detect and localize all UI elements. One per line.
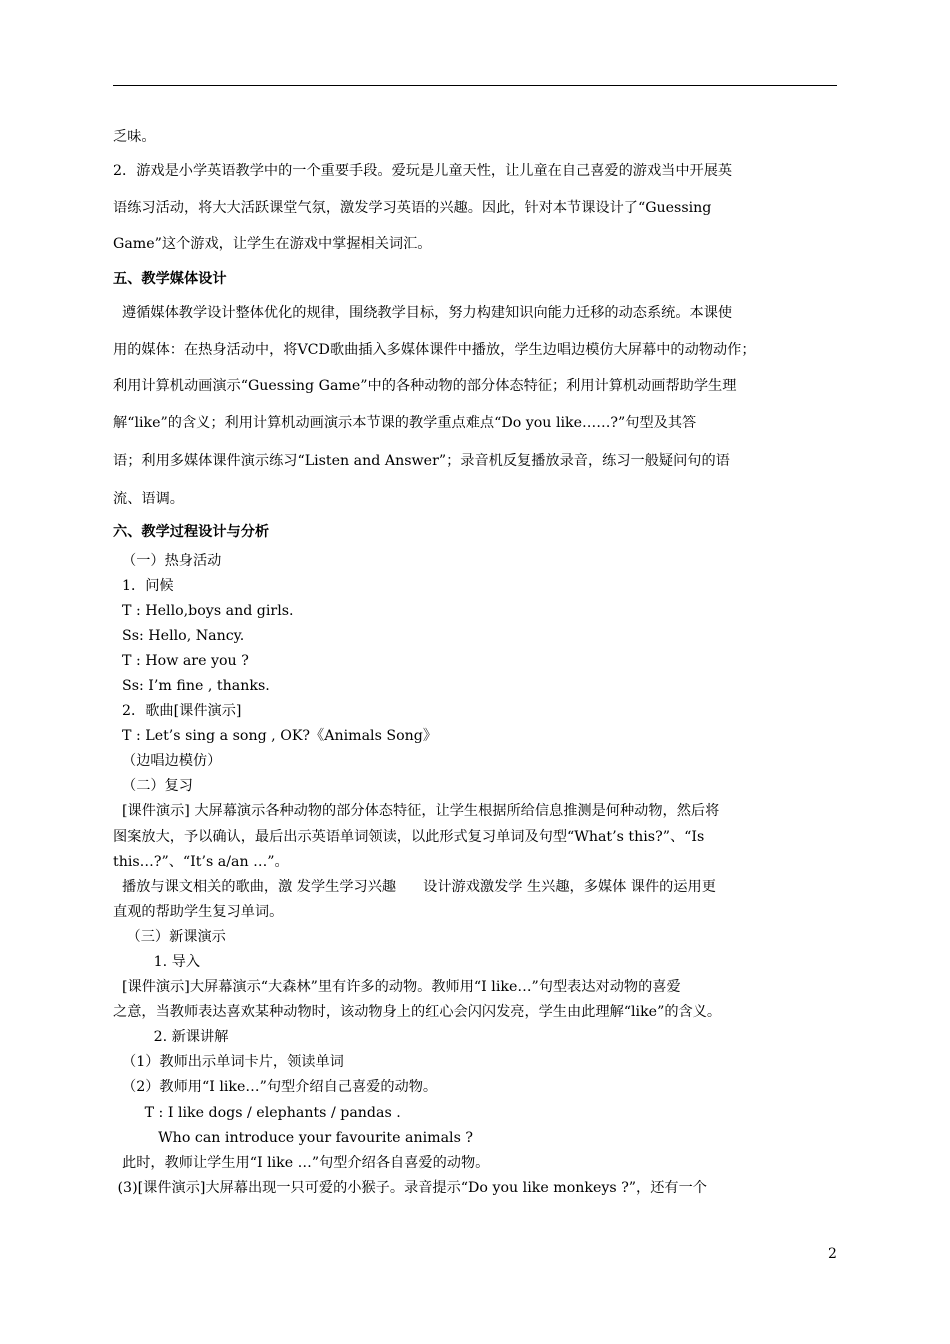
text-line: （边唱边模仿） xyxy=(113,753,222,769)
text-line: 语；利用多媒体课件演示练习“Listen and Answer”；录音机反复播放录音，练习一般疑问句的语 xyxy=(113,453,730,469)
text-line: (3)[课件演示]大屏幕出现一只可爱的小猴子。录音提示“Do you like monkeys ?”，还有一个 xyxy=(113,1180,707,1196)
text-line: 乏味。 xyxy=(113,129,156,145)
page-number: 2 xyxy=(828,1246,837,1262)
text-line: 遵循媒体教学设计整体优化的规律，围绕教学目标，努力构建知识向能力迁移的动态系统。本课使 xyxy=(113,305,733,321)
text-line: T : How are you ? xyxy=(113,653,249,669)
text-line: 直观的帮助学生复习单词。 xyxy=(113,904,284,920)
text-line: T : I like dogs / elephants / pandas . xyxy=(113,1105,401,1121)
text-line: 之意，当教师表达喜欢某种动物时，该动物身上的红心会闪闪发亮，学生由此理解“like”的含义。 xyxy=(113,1004,722,1020)
text-line: 此时，教师让学生用“I like …”句型介绍各自喜爱的动物。 xyxy=(113,1155,490,1171)
text-line: 2．游戏是小学英语教学中的一个重要手段。爱玩是儿童天性，让儿童在自己喜爱的游戏当中开展英 xyxy=(113,163,733,179)
text-line: 流、语调。 xyxy=(113,491,184,507)
text-line: 2. 新课讲解 xyxy=(113,1029,229,1045)
text-line: Ss: I’m fine , thanks. xyxy=(113,678,270,694)
text-line: T : Hello,boys and girls. xyxy=(113,603,294,619)
text-line: （一）热身活动 xyxy=(113,553,222,569)
text-line: 1. 导入 xyxy=(113,954,201,970)
text-line: 解“like”的含义；利用计算机动画演示本节课的教学重点难点“Do you like……?”句型及其答 xyxy=(113,415,697,431)
text-line: this…?”、“It’s a/an …”。 xyxy=(113,854,289,870)
text-line: （2）教师用“I like…”句型介绍自己喜爱的动物。 xyxy=(113,1079,438,1095)
text-line: [课件演示] 大屏幕演示各种动物的部分体态特征，让学生根据所给信息推测是何种动物，然后将 xyxy=(113,803,720,819)
text-line: Who can introduce your favourite animals ? xyxy=(113,1130,473,1146)
text-line: Game”这个游戏，让学生在游戏中掌握相关词汇。 xyxy=(113,236,432,252)
text-line: 播放与课文相关的歌曲，激 发学生学习兴趣 设计游戏激发学 生兴趣，多媒体 课件的运用更 xyxy=(113,879,716,895)
text-line: 语练习活动，将大大活跃课堂气氛，激发学习英语的兴趣。因此，针对本节课设计了“Guessing xyxy=(113,200,712,216)
text-line: 1．问候 xyxy=(113,578,174,594)
text-line: [课件演示]大屏幕演示“大森林”里有许多的动物。教师用“I like…”句型表达对动物的喜爱 xyxy=(113,979,681,995)
text-line: 用的媒体：在热身活动中，将VCD歌曲插入多媒体课件中播放，学生边唱边模仿大屏幕中的动物动作； xyxy=(113,342,756,358)
section-heading: 六、教学过程设计与分析 xyxy=(113,524,270,540)
text-line: （三）新课演示 xyxy=(113,929,226,945)
text-line: 利用计算机动画演示“Guessing Game”中的各种动物的部分体态特征；利用计算机动画帮助学生理 xyxy=(113,378,737,394)
section-heading: 五、教学媒体设计 xyxy=(113,271,227,287)
text-line: （1）教师出示单词卡片，领读单词 xyxy=(113,1054,344,1070)
text-line: T : Let’s sing a song , OK?《Animals Song》 xyxy=(113,728,438,744)
text-line: Ss: Hello, Nancy. xyxy=(113,628,245,644)
text-line: 图案放大，予以确认，最后出示英语单词领读，以此形式复习单词及句型“What’s this?”、“Is xyxy=(113,829,705,845)
text-line: （二）复习 xyxy=(113,778,193,794)
text-line: 2．歌曲[课件演示] xyxy=(113,703,242,719)
header-rule xyxy=(113,85,837,86)
